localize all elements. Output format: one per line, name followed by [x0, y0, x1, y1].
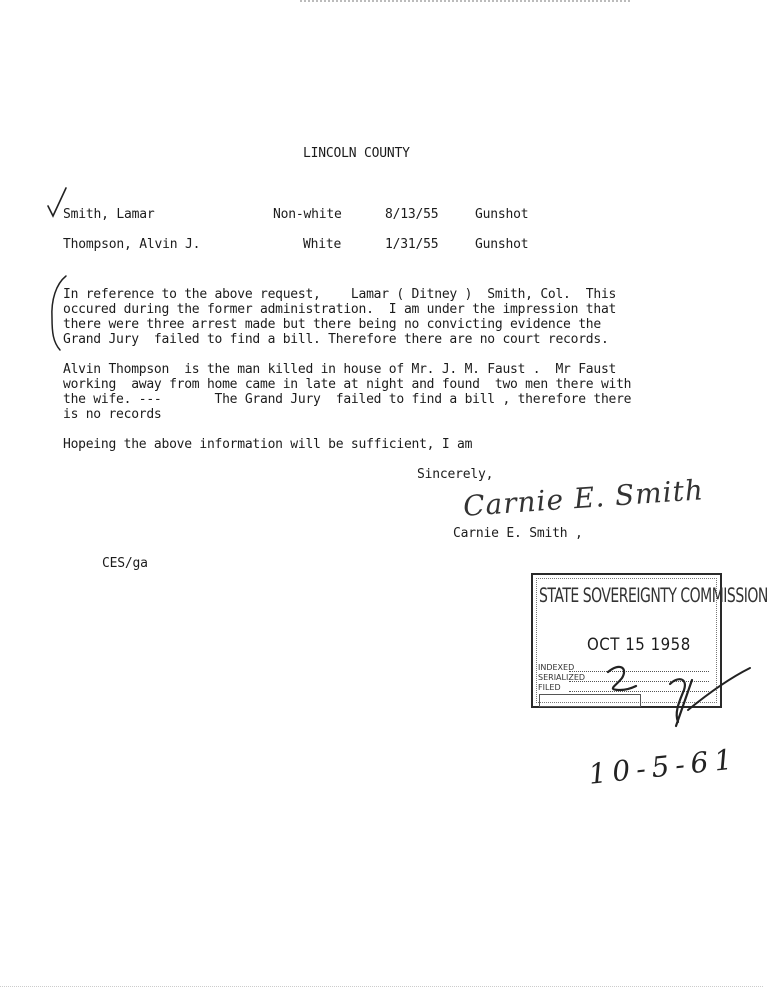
paragraph-line: is no records [63, 407, 162, 422]
stamp-label-filed: FILED [538, 683, 561, 692]
record-date: 1/31/55 [385, 237, 439, 252]
paragraph-line: Alvin Thompson is the man killed in house of Mr. J. M. Faust . Mr Faust [63, 362, 617, 377]
stamp-label-indexed: INDEXED [538, 663, 575, 672]
record-race: Non-white [273, 207, 342, 222]
paragraph-line: there were three arrest made but there being no convicting evidence the [63, 317, 601, 332]
handwritten-signature: Carnie E. Smith [462, 473, 705, 523]
paragraph-line: In reference to the above request, Lamar ( Ditney ) Smith, Col. This [63, 287, 617, 302]
paragraph-line: the wife. --- The Grand Jury failed to find a bill , therefore there [63, 392, 632, 407]
scan-edge-bottom [0, 986, 763, 989]
stamp-date: OCT 15 1958 [587, 634, 691, 655]
signer-name: Carnie E. Smith , [453, 526, 583, 541]
record-date: 8/13/55 [385, 207, 439, 222]
stamp-title: STATE SOVEREIGNTY COMMISSION [539, 585, 768, 608]
paragraph-closing-remark: Hopeing the above information will be sufficient, I am [63, 437, 473, 452]
paragraph-line: occured during the former administration. I am under the impression that [63, 302, 617, 317]
paragraph-line: Grand Jury failed to find a bill. Therefore there are no court records. [63, 332, 609, 347]
county-heading: LINCOLN COUNTY [303, 146, 410, 161]
record-name: Thompson, Alvin J. [63, 237, 201, 252]
complimentary-close: Sincerely, [417, 467, 494, 482]
handwritten-file-number: 10-5-61 [587, 742, 740, 791]
record-cause: Gunshot [475, 207, 529, 222]
record-cause: Gunshot [475, 237, 529, 252]
stamp-label-serialized: SERIALIZED [538, 673, 586, 682]
scan-edge-top [300, 0, 630, 4]
record-race: White [303, 237, 342, 252]
handwritten-initials-mark [580, 640, 760, 735]
paragraph-line: working away from home came in late at night and found two men there with [63, 377, 632, 392]
typist-initials: CES/ga [102, 556, 148, 571]
record-name: Smith, Lamar [63, 207, 155, 222]
